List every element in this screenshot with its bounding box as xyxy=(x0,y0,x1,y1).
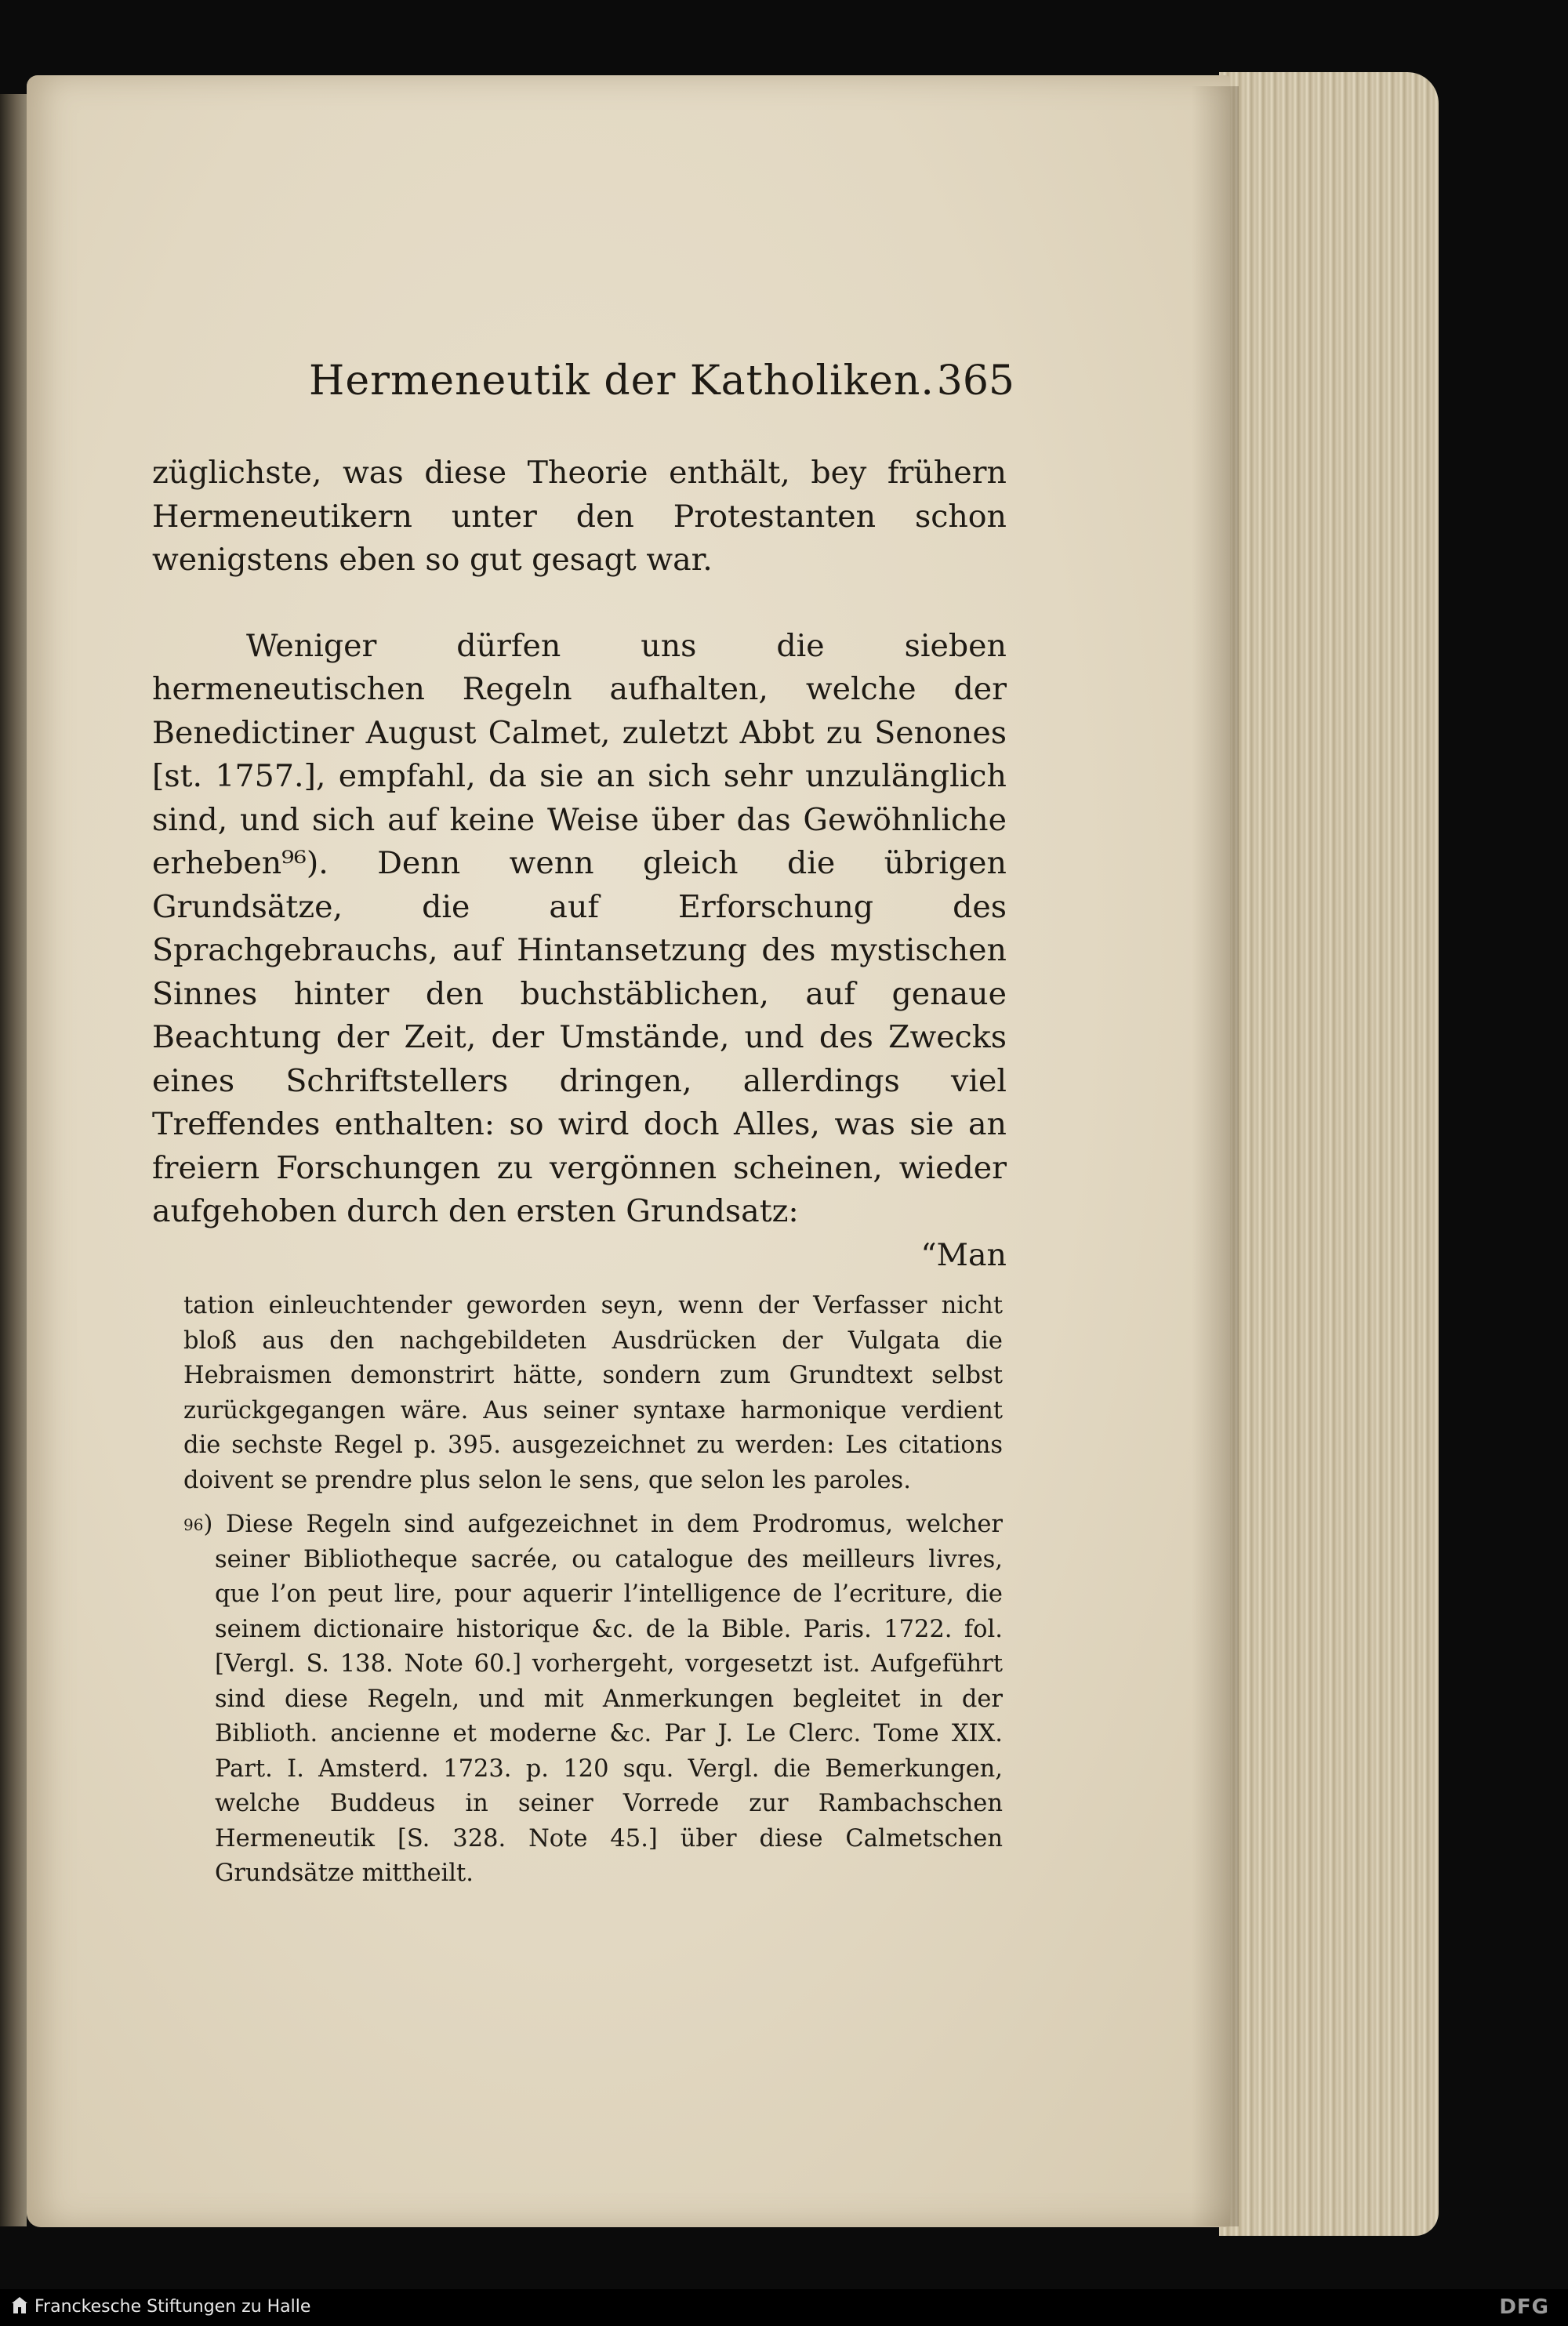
paragraph-continued: züglichste, was diese Theorie enthält, bey frühern Hermeneutikern unter den Protestanten schon wenigstens eben so gut gesagt war. xyxy=(152,455,1007,578)
footnote-96-text: ) Diese Regeln sind aufgezeichnet in dem Prodromus, welcher seiner Bibliotheque sacrée, ou catalogue des meilleurs livres, que l’on peut lire, pour aquerir l’intelligence de l’ecriture, die seinem dictionaire historique &c. de la Bible. Paris. 1722. fol. [Vergl. S. 138. Note 60.] vorhergeht, vorgesetzt ist. Aufgeführt sind diese Regeln, und mit Anmerkungen begleitet in der Biblioth. ancienne et moderne &c. Par J. Le Clerc. Tome XIX. Part. I. Amsterd. 1723. p. 120 squ. Vergl. die Bemerkungen, welche Buddeus in seiner Vorrede zur Rambachschen Hermeneutik [S. 328. Note 45.] über diese Calmetschen Grundsätze mittheilt. xyxy=(203,1511,1003,1887)
institution-logo-icon xyxy=(11,2296,28,2317)
catchword: “Man xyxy=(920,1236,1007,1273)
institution-name: Franckesche Stiftungen zu Halle xyxy=(34,2297,311,2317)
page-header xyxy=(309,357,1014,412)
page-curve-shadow xyxy=(1192,86,1239,2226)
book-page-edges xyxy=(1219,72,1439,2236)
footnote-marker: 96 xyxy=(183,1515,204,1534)
footnotes xyxy=(183,1289,1003,1892)
main-text xyxy=(152,452,1007,1277)
page-number: 365 xyxy=(936,357,1014,405)
adjacent-page-edge xyxy=(0,94,27,2226)
funder-logo: DFG xyxy=(1499,2295,1549,2319)
running-title: Hermeneutik der Katholiken. xyxy=(309,357,935,405)
book-page xyxy=(27,75,1230,2227)
footnote-96 xyxy=(183,1508,1003,1892)
footnote-continued: tation einleuchtender geworden seyn, wenn der Verfasser nicht bloß aus den nachgebildeten Ausdrücken der Vulgata die Hebraismen demonstrirt hätte, sondern zum Grundtext selbst zurückgegangen wäre. Aus seiner syntaxe harmonique verdient die sechste Regel p. 395. ausgezeichnet zu werden: Les citations doivent se prendre plus selon le sens, que selon les paroles. xyxy=(183,1292,1003,1494)
paragraph-calmet: Weniger dürfen uns die sieben hermeneutischen Regeln aufhalten, welche der Benedictiner August Calmet, zuletzt Abbt zu Senones [st. 1757.], empfahl, da sie an sich sehr unzulänglich sind, und sich auf keine Weise über das Gewöhnliche erheben⁹⁶). Denn wenn gleich die übrigen Grundsätze, die auf Erforschung des Sprachgebrauchs, auf Hintansetzung des mystischen Sinnes hinter den buchstäblichen, auf genaue Beachtung der Zeit, der Umstände, und des Zwecks eines Schriftstellers dringen, allerdings viel Treffendes enthalten: so wird doch Alles, was sie an freiern Forschungen zu vergönnen scheinen, wieder aufgehoben durch den ersten Grundsatz: xyxy=(152,627,1007,1229)
